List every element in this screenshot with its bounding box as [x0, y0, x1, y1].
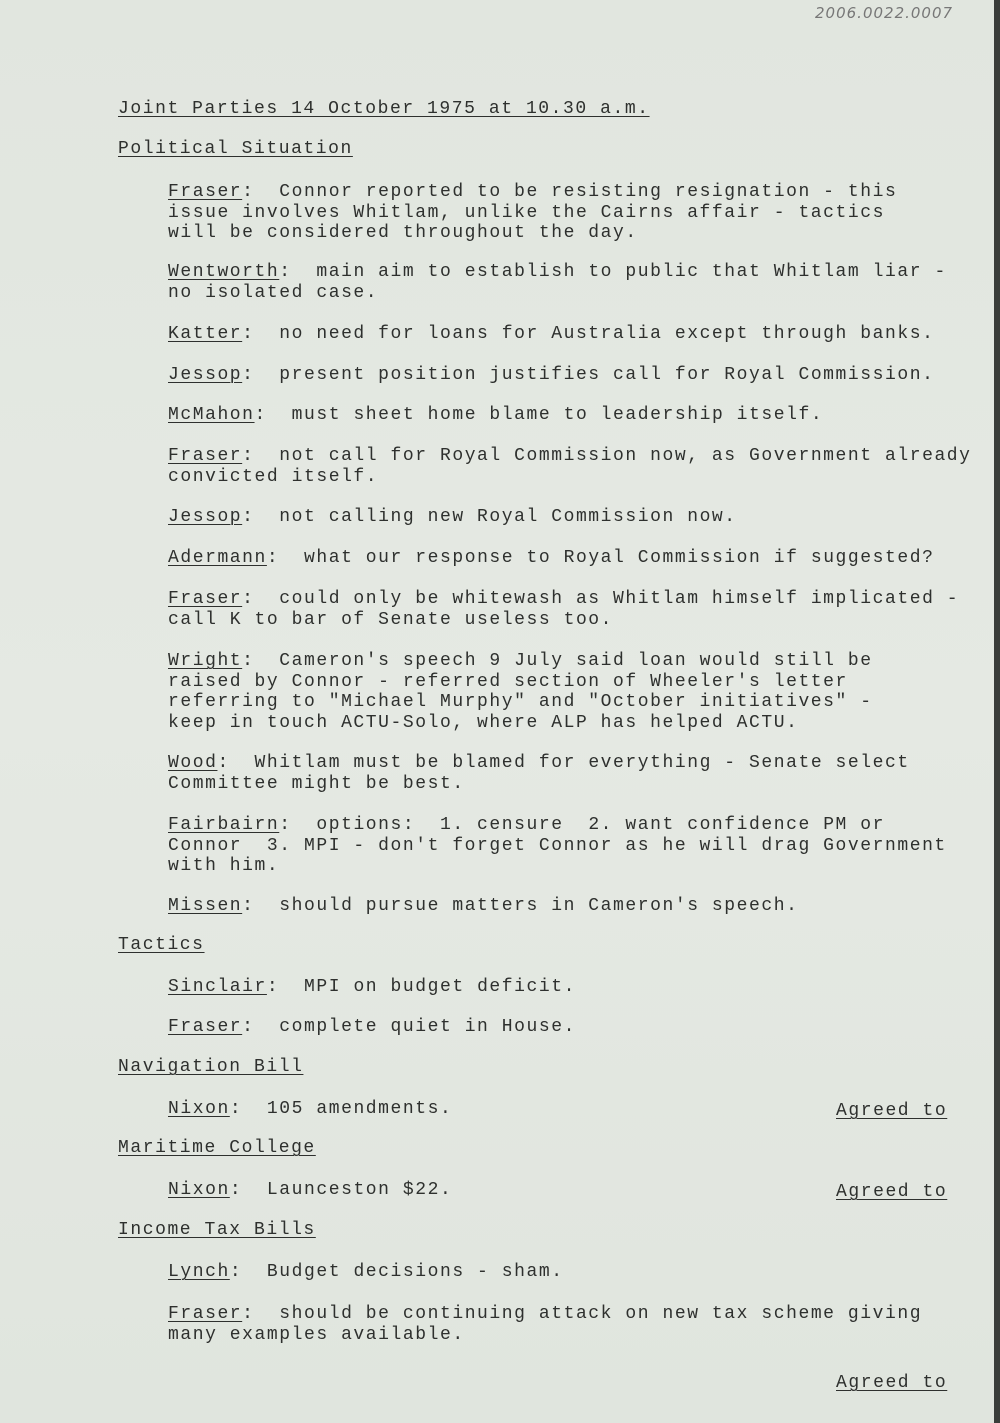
entry-line: [168, 753, 910, 774]
entry-text: should pursue matters in Cameron's speech.: [279, 896, 799, 916]
speaker-name: Katter: [168, 324, 243, 344]
entry-text: what our response to Royal Commission if suggested?: [304, 548, 935, 568]
section-heading: Tactics: [118, 935, 205, 955]
speaker-name: Fraser: [168, 182, 243, 202]
entry-line: [168, 1099, 452, 1120]
entry-line: no isolated case.: [168, 282, 379, 303]
minute-entry: [168, 182, 897, 244]
speaker-name: Missen: [168, 896, 243, 916]
entry-text: should be continuing attack on new tax scheme giving: [279, 1304, 923, 1324]
minute-entry: [168, 1180, 452, 1201]
speaker-colon: :: [266, 977, 304, 997]
section-heading: Political Situation: [118, 139, 353, 159]
speaker-name: Wood: [168, 753, 218, 773]
minute-entry: [168, 1304, 922, 1345]
minute-entry: [168, 324, 934, 345]
entry-text: must sheet home blame to leadership itself.: [291, 405, 824, 425]
speaker-colon: :: [242, 446, 280, 466]
minute-entry: [168, 753, 910, 794]
decision-agreed: Agreed to: [836, 1101, 948, 1121]
speaker-name: Fairbairn: [168, 815, 280, 835]
speaker-colon: :: [242, 651, 280, 671]
speaker-colon: :: [266, 548, 304, 568]
speaker-colon: :: [242, 896, 280, 916]
entry-text: Whitlam must be blamed for everything - Senate select: [254, 753, 910, 773]
entry-line: [168, 1304, 922, 1325]
entry-line: [168, 1180, 452, 1201]
entry-text: Budget decisions - sham.: [266, 1262, 564, 1282]
speaker-name: Nixon: [168, 1099, 230, 1119]
speaker-colon: :: [279, 815, 317, 835]
speaker-colon: :: [229, 1262, 267, 1282]
accession-number: 2006.0022.0007: [815, 4, 954, 22]
entry-line: keep in touch ACTU-Solo, where ALP has helped ACTU.: [168, 712, 799, 733]
entry-text: could only be whitewash as Whitlam himself implicated -: [279, 589, 960, 609]
section-heading: Maritime College: [118, 1138, 316, 1158]
speaker-name: Jessop: [168, 507, 243, 527]
minute-entry: [168, 548, 934, 569]
speaker-name: Wright: [168, 651, 243, 671]
entry-line: issue involves Whitlam, unlike the Cairns affair - tactics: [168, 202, 885, 223]
page-edge: [994, 0, 1000, 1423]
entry-line: convicted itself.: [168, 466, 379, 487]
minute-entry: [168, 1099, 452, 1120]
entry-line: will be considered throughout the day.: [168, 223, 638, 243]
decision-agreed: Agreed to: [836, 1182, 948, 1202]
document-title: Joint Parties 14 October 1975 at 10.30 a.m.: [118, 99, 650, 119]
speaker-colon: :: [242, 1304, 280, 1324]
minute-entry: [168, 262, 947, 303]
entry-text: not call for Royal Commission now, as Government already: [279, 446, 972, 466]
entry-line: [168, 548, 934, 569]
entry-text: not calling new Royal Commission now.: [279, 507, 737, 527]
entry-line: [168, 262, 947, 283]
speaker-name: Fraser: [168, 446, 243, 466]
speaker-name: Adermann: [168, 548, 267, 568]
entry-line: [168, 589, 959, 610]
minute-entry: [168, 896, 798, 917]
entry-text: complete quiet in House.: [279, 1017, 576, 1037]
entry-text: no need for loans for Australia except through banks.: [279, 324, 935, 344]
minute-entry: [168, 1262, 564, 1283]
entry-line: many examples available.: [168, 1324, 465, 1345]
section-heading: Income Tax Bills: [118, 1220, 316, 1240]
speaker-name: Fraser: [168, 1304, 243, 1324]
speaker-colon: :: [242, 365, 280, 385]
speaker-colon: :: [242, 589, 280, 609]
speaker-name: Wentworth: [168, 262, 280, 282]
entry-line: [168, 1262, 564, 1283]
entry-text: 105 amendments.: [266, 1099, 453, 1119]
entry-text: present position justifies call for Royal Commission.: [279, 365, 935, 385]
minute-entry: [168, 507, 737, 528]
speaker-colon: :: [229, 1099, 267, 1119]
speaker-colon: :: [242, 507, 280, 527]
minute-entry: [168, 365, 934, 386]
entry-text: Launceston $22.: [266, 1180, 453, 1200]
speaker-name: Sinclair: [168, 977, 267, 997]
entry-line: referring to "Michael Murphy" and "October initiatives" -: [168, 692, 873, 712]
speaker-colon: :: [242, 182, 280, 202]
entry-line: [168, 446, 972, 467]
entry-text: Connor reported to be resisting resignation - this: [279, 182, 898, 202]
entry-line: [168, 405, 823, 426]
speaker-name: McMahon: [168, 405, 255, 425]
entry-line: call K to bar of Senate useless too.: [168, 609, 614, 630]
entry-line: [168, 1017, 576, 1038]
section-heading: Navigation Bill: [118, 1057, 304, 1077]
entry-text: main aim to establish to public that Whitlam liar -: [316, 262, 947, 282]
entry-line: Connor 3. MPI - don't forget Connor as he will drag Government: [168, 835, 947, 856]
minute-entry: [168, 446, 972, 487]
speaker-name: Nixon: [168, 1180, 230, 1200]
speaker-name: Fraser: [168, 589, 243, 609]
speaker-colon: :: [217, 753, 255, 773]
speaker-colon: :: [229, 1180, 267, 1200]
entry-line: [168, 815, 947, 836]
entry-line: raised by Connor - referred section of Wheeler's letter: [168, 671, 848, 692]
speaker-name: Jessop: [168, 365, 243, 385]
entry-text: options: 1. censure 2. want confidence PM or: [316, 815, 886, 835]
minute-entry: [168, 589, 959, 630]
entry-line: Committee might be best.: [168, 773, 465, 794]
entry-text: Cameron's speech 9 July said loan would still be: [279, 651, 873, 671]
decision-agreed: Agreed to: [836, 1373, 948, 1393]
speaker-colon: :: [279, 262, 317, 282]
minute-entry: [168, 977, 576, 998]
entry-line: [168, 507, 737, 528]
speaker-name: Fraser: [168, 1017, 243, 1037]
minute-entry: [168, 1017, 576, 1038]
minute-entry: [168, 815, 947, 877]
entry-line: [168, 896, 798, 917]
speaker-name: Lynch: [168, 1262, 230, 1282]
entry-line: [168, 182, 897, 203]
entry-line: [168, 365, 934, 386]
entry-line: [168, 977, 576, 998]
entry-line: [168, 324, 934, 345]
entry-line: [168, 651, 873, 672]
speaker-colon: :: [242, 324, 280, 344]
entry-line: with him.: [168, 856, 280, 876]
entry-text: MPI on budget deficit.: [304, 977, 576, 997]
minute-entry: [168, 651, 873, 733]
minute-entry: [168, 405, 823, 426]
speaker-colon: :: [254, 405, 292, 425]
speaker-colon: :: [242, 1017, 280, 1037]
